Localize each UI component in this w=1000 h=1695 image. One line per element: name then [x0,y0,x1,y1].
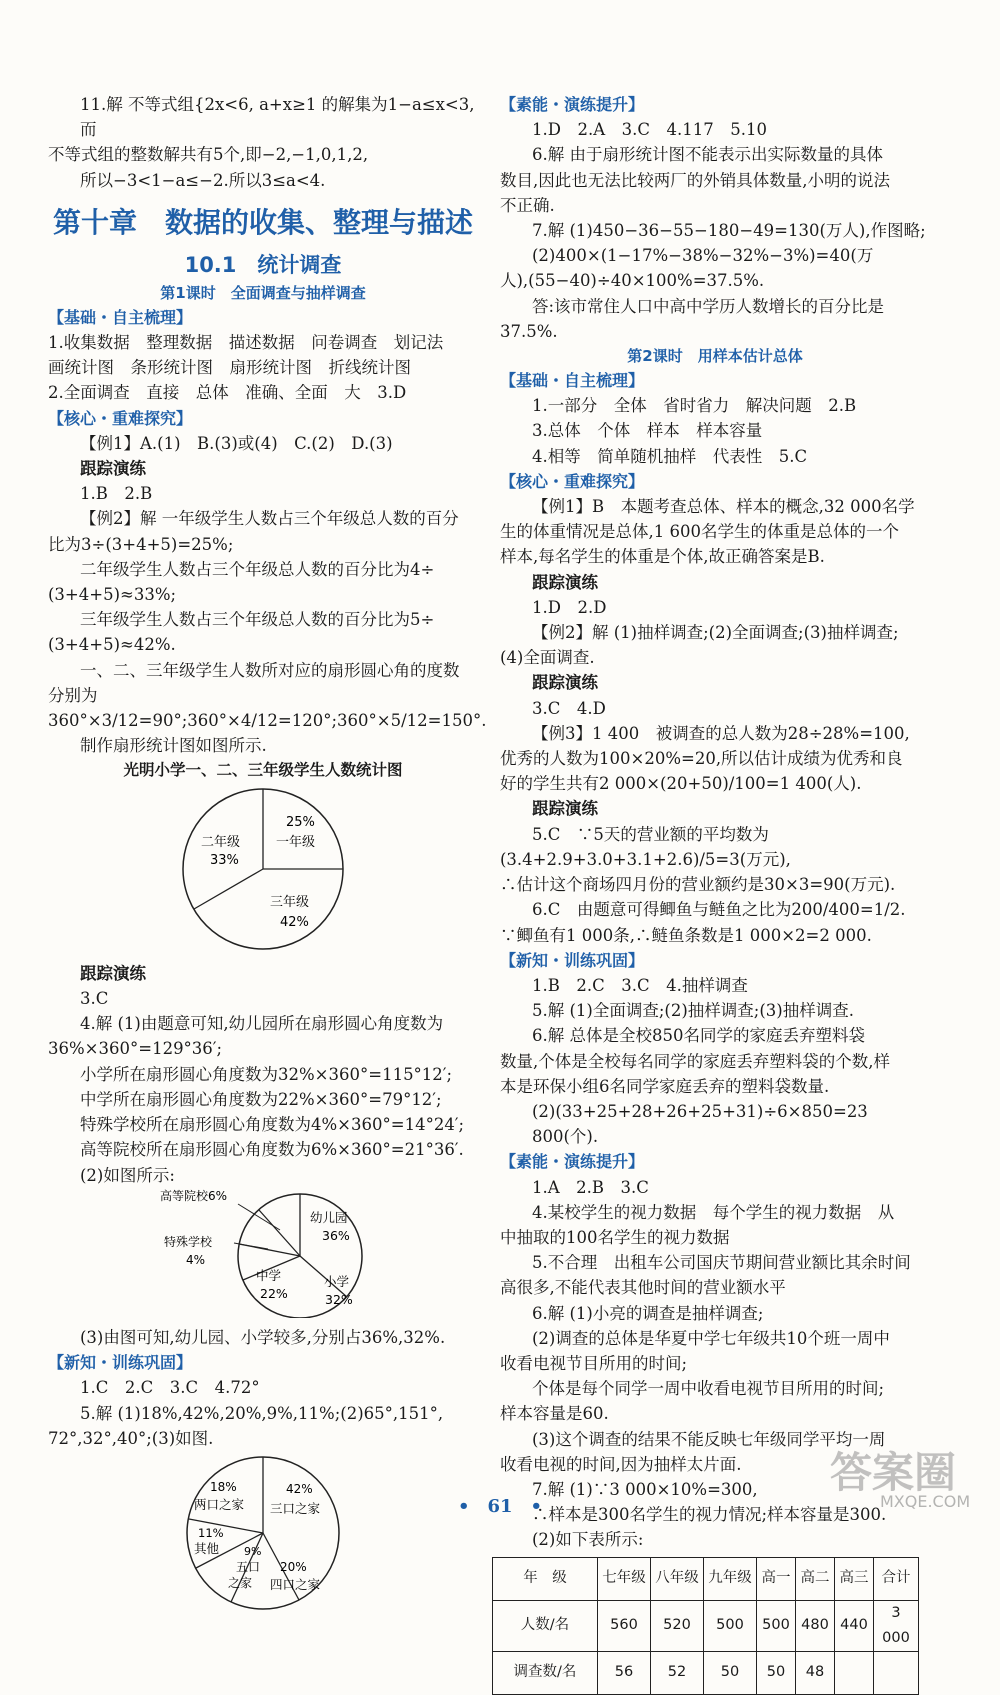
table-cell: 八年级 [651,1557,704,1600]
text-line: 5.C ∵5天的营业额的平均数为 [532,824,769,844]
text-line: 高等院校所在扇形圆心角度数为6%×360°=21°36′. [80,1140,464,1160]
text-line: 个体是每个同学一周中收看电视节目所用的时间; [532,1379,885,1399]
pie3-label: 42% [286,1481,313,1496]
pie2-label: 高等院校6% [160,1188,228,1203]
text-line: 4.相等 简单随机抽样 代表性 5.C [532,446,808,466]
pie3-label: 其他 [194,1540,220,1556]
q11-line3: 所以−3<1−a≤−2.所以3≤a<4. [80,170,326,190]
text-line: 6.C 由题意可得鲫鱼与鲢鱼之比为200/400=1/2. [532,900,906,920]
q11-line2: 不等式组的整数解共有5个,即−2,−1,0,1,2, [48,145,369,165]
heading-ability: 【素能・演练提升】 [500,95,645,114]
text-line: 7.解 (1)∵3 000×10%=300, [532,1479,758,1499]
pie1-label: 二年级 [201,834,241,850]
text-line: (2)400×(1−17%−38%−32%−3%)=40(万 [532,246,874,266]
text-line: 5.解 (1)18%,42%,20%,9%,11%;(2)65°,151°, [80,1403,444,1423]
table-cell: 50 [704,1651,757,1694]
chapter-title: 第十章 数据的收集、整理与描述 [52,205,473,239]
text-line: 6.解 (1)小亮的调查是抽样调查; [532,1303,764,1323]
watermark-logo: 答案圈 [830,1448,957,1497]
text-line: 制作扇形统计图如图所示. [80,736,267,756]
text-line: (2)(33+25+28+26+25+31)÷6×850=23 800(个). [532,1101,874,1147]
heading-ability: 【素能・演练提升】 [500,1152,645,1172]
pie3-label: 11% [198,1525,224,1540]
pie-chart-grades [48,784,478,954]
section-title: 10.1 统计调查 [184,252,342,277]
pie-chart-schools [48,1188,478,1318]
pie2-label: 4% [186,1252,206,1267]
text-line: (3)这个调查的结果不能反映七年级同学平均一周 [532,1429,886,1449]
table-row [493,1651,919,1694]
watermark-url: MXQE.COM [880,1492,971,1511]
table-cell [874,1651,919,1694]
pie3-label: 9% [244,1544,262,1558]
table-cell: 调查数/名 [493,1651,598,1694]
table-cell: 480 [796,1600,835,1651]
text-line: 样本容量是60. [500,1404,609,1424]
text-line: (2)如下表所示: [532,1530,644,1550]
text-line: 本是环保小组6名同学家庭丢弃的塑料袋数量. [500,1076,830,1096]
text-line: (3+4+5)≈42%. [48,635,176,655]
pie1-caption: 光明小学一、二、三年级学生人数统计图 [123,761,403,780]
text-line: 优秀的人数为100×20%=20,所以估计成绩为优秀和良 [500,749,903,769]
text-line: 2.全面调查 直接 总体 准确、全面 大 3.D [48,383,407,403]
pie3-label: 三口之家 [270,1500,321,1516]
table-cell: 高一 [757,1557,796,1600]
text-line: 【例2】解 (1)抽样调查;(2)全面调查;(3)抽样调查; [532,623,899,643]
pie1-label: 三年级 [270,894,310,910]
table-row [493,1557,919,1600]
practice-heading: 跟踪演练 [532,799,598,819]
table-row [493,1600,919,1651]
text-line: 6.解 由于扇形统计图不能表示出实际数量的具体 [532,145,883,165]
text-line: (2)如图所示: [80,1165,175,1185]
text-line: 好的学生共有2 000×(20+50)/100=1 400(人). [500,774,862,794]
pie1-label: 42% [280,914,309,930]
text-line: 【例3】1 400 被调查的总人数为28÷28%=100, [532,723,910,743]
table-cell: 500 [757,1600,796,1651]
text-line: (3+4+5)≈33%; [48,585,177,605]
text-line: (2)调查的总体是华夏中学七年级共10个班一周中 [532,1328,890,1348]
text-line: 1.D 2.A 3.C 4.117 5.10 [532,120,767,140]
text-line: 【例1】A.(1) B.(3)或(4) C.(2) D.(3) [80,433,393,453]
text-line: 不正确. [500,195,555,215]
pie2-label: 32% [325,1291,353,1307]
table-cell: 560 [598,1600,651,1651]
text-line: (4)全面调查. [500,648,595,668]
text-line: 样本,每名学生的体重是个体,故正确答案是B. [500,547,825,567]
text-line: 5.解 (1)全面调查;(2)抽样调查;(3)抽样调查. [532,1001,854,1021]
table-cell: 年 级 [493,1557,598,1600]
table-cell: 520 [651,1600,704,1651]
text-line: 一、二、三年级学生人数所对应的扇形圆心角的度数 [80,660,460,680]
pie3-label: 四口之家 [270,1576,321,1592]
pie3-label: 18% [210,1479,237,1494]
pie2-label: 22% [260,1285,288,1301]
text-line: 1.收集数据 整理数据 描述数据 问卷调查 划记法 [48,333,444,353]
heading-new: 【新知・训练巩固】 [500,950,645,970]
table-cell: 合计 [874,1557,919,1600]
text-line: 7.解 (1)450−36−55−180−49=130(万人),作图略; [532,221,926,241]
text-line: (3.4+2.9+3.0+3.1+2.6)/5=3(万元), [500,849,791,869]
text-line: 3.C [80,989,109,1009]
text-line: 3.总体 个体 样本 样本容量 [532,421,763,441]
text-line: (3)由图可知,幼儿园、小学较多,分别占36%,32%. [80,1327,446,1347]
table-cell: 56 [598,1651,651,1694]
pie1-label: 一年级 [276,834,316,850]
pie2-label: 特殊学校 [164,1234,213,1249]
text-line: 【例1】B 本题考查总体、样本的概念,32 000名学 [532,497,915,517]
table-cell: 七年级 [598,1557,651,1600]
pie3-label: 之家 [228,1575,253,1590]
practice-heading: 跟踪演练 [532,572,598,592]
text-line: ∴样本是300名学生的视力情况;样本容量是300. [532,1505,887,1525]
text-line: ∴估计这个商场四月份的营业额约是30×3=90(万元). [500,875,896,895]
q11-line1: 11.解 不等式组{2x<6, a+x≥1 的解集为1−a≤x<3,而 [80,95,475,140]
text-line: 1.B 2.B [80,484,153,504]
heading-basic: 【基础・自主梳理】 [500,371,645,391]
text-line: 收看电视节目所用的时间; [500,1353,688,1373]
text-line: 答:该市常住人口中高中学历人数增长的百分比是 [532,296,885,316]
pie2-label: 小学 [324,1273,350,1289]
text-line: 特殊学校所在扇形圆心角度数为4%×360°=14°24′; [80,1115,465,1135]
text-line: 比为3÷(3+4+5)=25%; [48,534,234,554]
table-cell: 人数/名 [493,1600,598,1651]
text-line: 36%×360°=129°36′; [48,1039,223,1059]
table-cell: 48 [796,1651,835,1694]
text-line: 中抽取的100名学生的视力数据 [500,1227,730,1247]
table-cell: 50 [757,1651,796,1694]
lesson2-title: 第2课时 用样本估计总体 [627,347,803,366]
text-line: 画统计图 条形统计图 扇形统计图 折线统计图 [48,358,411,378]
pie3-label: 20% [280,1559,307,1574]
heading-basic: 【基础・自主梳理】 [48,307,193,327]
table-cell: 440 [835,1600,874,1651]
table-cell [835,1651,874,1694]
pie1-label: 25% [286,814,315,830]
text-line: 4.某校学生的视力数据 每个学生的视力数据 从 [532,1202,895,1222]
text-line: 5.不合理 出租车公司国庆节期间营业额比其余时间 [532,1253,911,1273]
table-cell: 高二 [796,1557,835,1600]
text-line: 数量,个体是全校每名同学的家庭丢弃塑料袋的个数,样 [500,1051,890,1071]
heading-core: 【核心・重难探究】 [48,408,193,428]
text-line: 1.B 2.C 3.C 4.抽样调查 [532,975,748,995]
text-line: 生的体重情况是总体,1 600名学生的体重是总体的一个 [500,522,899,542]
survey-table [492,1557,919,1695]
text-line: 小学所在扇形圆心角度数为32%×360°=115°12′; [80,1064,453,1084]
heading-core: 【核心・重难探究】 [500,471,645,491]
pie2-label: 幼儿园 [310,1209,348,1225]
table-cell: 500 [704,1600,757,1651]
text-line: 1.D 2.D [532,597,607,617]
text-line: 收看电视的时间,因为抽样太片面. [500,1454,742,1474]
left-column [48,92,487,1618]
table-cell: 3 000 [874,1600,919,1651]
text-line: 数目,因此也无法比较两厂的外销具体数量,小明的说法 [500,170,890,190]
text-line: 人),(55−40)÷40×100%=37.5%. [500,271,765,291]
text-line: 二年级学生人数占三个年级总人数的百分比为4÷ [80,559,435,579]
text-line: 37.5%. [500,321,558,341]
text-line: 1.一部分 全体 省时省力 解决问题 2.B [532,396,857,416]
text-line: 6.解 总体是全校850名同学的家庭丢弃塑料袋 [532,1026,865,1046]
text-line: ∵鲫鱼有1 000条,∴鲢鱼条数是1 000×2=2 000. [500,925,872,945]
pie2-label: 中学 [256,1267,282,1283]
text-line: 3.C 4.D [532,698,606,718]
practice-heading: 跟踪演练 [80,459,146,479]
practice-heading: 跟踪演练 [80,963,146,983]
practice-heading: 跟踪演练 [532,673,598,693]
text-line: 1.C 2.C 3.C 4.72° [80,1378,260,1398]
table-cell: 九年级 [704,1557,757,1600]
text-line: 三年级学生人数占三个年级总人数的百分比为5÷ [80,610,435,630]
page-number: • 61 • [457,1496,543,1517]
pie1-label: 33% [210,852,239,868]
table-cell: 高三 [835,1557,874,1600]
table-cell: 52 [651,1651,704,1694]
pie3-label: 两口之家 [194,1496,245,1512]
text-line: 中学所在扇形圆心角度数为22%×360°=79°12′; [80,1089,442,1109]
text-line: 1.A 2.B 3.C [532,1177,649,1197]
text-line: 【例2】解 一年级学生人数占三个年级总人数的百分 [80,509,459,529]
lesson1-title: 第1课时 全面调查与抽样调查 [160,283,366,302]
heading-new: 【新知・训练巩固】 [48,1353,193,1373]
text-line: 4.解 (1)由题意可知,幼儿园所在扇形圆心角度数为 [80,1014,444,1034]
text-line: 高很多,不能代表其他时间的营业额水平 [500,1278,786,1298]
pie3-label: 五口 [236,1559,261,1574]
text-line: 72°,32°,40°;(3)如图. [48,1428,214,1448]
pie2-label: 36% [322,1227,350,1243]
text-line: 分别为 360°×3/12=90°;360°×4/12=120°;360°×5/12=150°. [48,685,487,731]
